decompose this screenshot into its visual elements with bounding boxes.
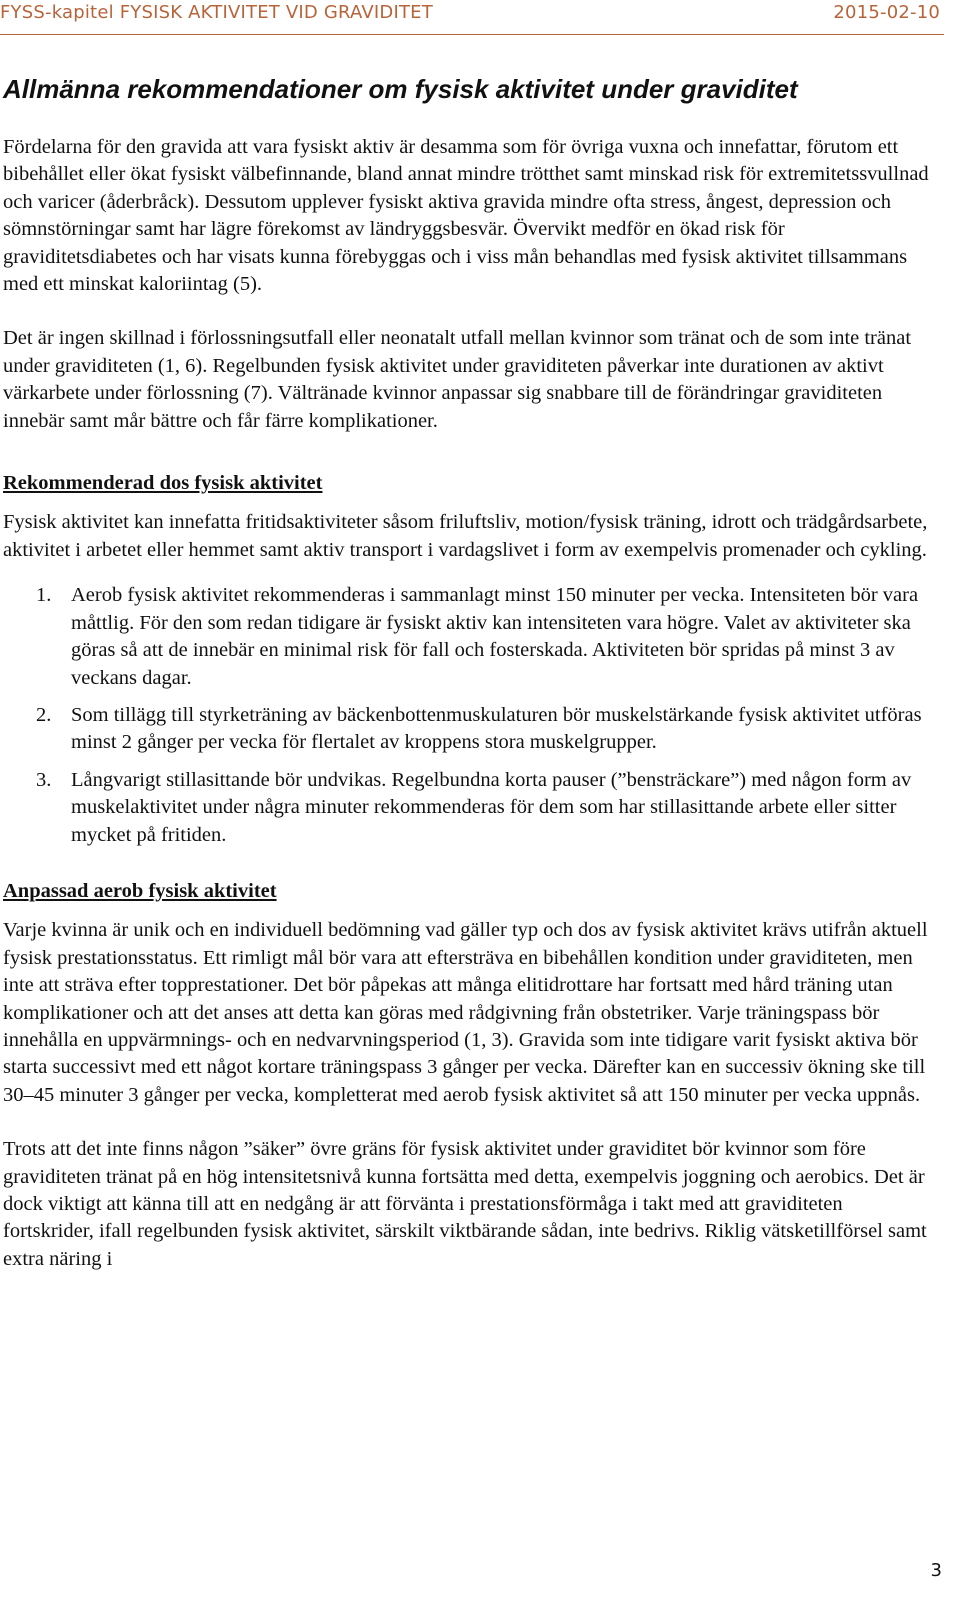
section-heading-dose: Rekommenderad dos fysisk aktivitet bbox=[3, 472, 323, 495]
list-item-text: Som tillägg till styrketräning av bäckenbottenmuskulaturen bör muskelstärkande fysisk aktivitet utföras minst 2 gånger per vecka för flertalet av kroppens stora muskelgrupper. bbox=[71, 703, 922, 754]
list-item-number: 3. bbox=[36, 768, 52, 791]
document-title: Allmänna rekommendationer om fysisk aktivitet under graviditet bbox=[3, 74, 798, 104]
document-body bbox=[3, 72, 938, 1300]
list-item bbox=[3, 702, 938, 757]
intro-paragraph-2: Det är ingen skillnad i förlossningsutfall eller neonatalt utfall mellan kvinnor som tränat och de som inte tränat under graviditeten (1, 6). Regelbunden fysisk aktivitet under graviditeten påverkar inte durationen av aktivt värkarbete under förlossning (7). Vältränade kvinnor anpassar sig snabbare till de förändringar graviditeten innebär samt mår bättre och får färre komplikationer. bbox=[3, 327, 912, 432]
aerobic-paragraph-2: Trots att det inte finns någon ”säker” övre gräns för fysisk aktivitet under graviditet bör kvinnor som före graviditeten tränat på en hög intensitetsnivå kunna fortsätta med detta, exempelvis joggning och aerobics. Det är dock viktigt att känna till att en nedgång är att förvänta i prestationsförmåga i takt med att graviditeten fortskrider, ifall regelbunden fysisk aktivitet, särskilt viktbärande sådan, inte bedrivs. Riklig vätsketillförsel samt extra näring i bbox=[3, 1138, 927, 1270]
header-rule bbox=[0, 34, 944, 35]
list-item-text: Långvarigt stillasittande bör undvikas. Regelbundna korta pauser (”bensträckare”) med någon form av muskelaktivitet under några minuter rekommenderas för dem som har stillasittande arbete eller sitter mycket på fritiden. bbox=[71, 768, 912, 846]
list-item-number: 2. bbox=[36, 703, 52, 726]
intro-paragraph-1: Fördelarna för den gravida att vara fysiskt aktiv är desamma som för övriga vuxna och innefattar, förutom ett bibehållet eller ökat fysiskt välbefinnande, bland annat mindre trötthet samt minskad risk för extremitetssvullnad och varicer (åderbråck). Dessutom upplever fysiskt aktiva gravida mindre ofta stress, ångest, depression och sömnstörningar samt har lägre förekomst av ländryggsbesvär. Övervikt medför en ökad risk för graviditetsdiabetes och har visats kunna förebyggas och i viss mån behandlas med fysisk aktivitet tillsammans med ett minskat kaloriintag (5). bbox=[3, 136, 929, 296]
list-item-text: Aerob fysisk aktivitet rekommenderas i sammanlagt minst 150 minuter per vecka. Intensiteten bör vara måttlig. För den som redan tidigare är fysiskt aktiv kan intensiteten vara högre. Valet av aktiviteter ska göras så att de innebär en minimal risk för fall och fosterskada. Aktiviteten bör spridas på minst 3 av veckans dagar. bbox=[71, 584, 919, 689]
list-item bbox=[3, 582, 938, 692]
section-heading-aerobic: Anpassad aerob fysisk aktivitet bbox=[3, 879, 277, 902]
aerobic-paragraph-1: Varje kvinna är unik och en individuell bedömning vad gäller typ och dos av fysisk aktivitet krävs utifrån aktuell fysisk prestationsstatus. Ett rimligt mål bör vara att eftersträva en bibehållen kondition under graviditeten, men inte att sträva efter topprestationer. Det bör påpekas att många elitidrottare har fortsatt med hård träning utan komplikationer och att det anses att detta kan göras med rådgivning från obstetriker. Varje träningspass bör innehålla en uppvärmnings- och en nedvarvningsperiod (1, 3). Gravida som inte tidigare varit fysiskt aktiva bör starta successivt med ett något kortare träningspass 3 gånger per vecka. Därefter kan en successiv ökning ske till 30–45 minuter 3 gånger per vecka, kompletterat med aerob fysisk aktivitet så att 150 minuter per vecka uppnås. bbox=[3, 919, 928, 1106]
recommendation-list bbox=[3, 582, 938, 849]
list-item-number: 1. bbox=[36, 584, 52, 607]
page-number: 3 bbox=[930, 1560, 942, 1581]
header-chapter-title: FYSS-kapitel FYSISK AKTIVITET VID GRAVIDITET bbox=[0, 2, 433, 23]
header-date: 2015-02-10 bbox=[833, 2, 940, 23]
section-spacer bbox=[3, 462, 938, 470]
dose-paragraph: Fysisk aktivitet kan innefatta fritidsaktiviteter såsom friluftsliv, motion/fysisk träning, idrott och trädgårdsarbete, aktivitet i arbetet eller hemmet samt aktiv transport i vardagslivet i form av exempelvis promenader och cykling. bbox=[3, 511, 928, 561]
list-item bbox=[3, 767, 938, 849]
running-header bbox=[0, 2, 940, 23]
